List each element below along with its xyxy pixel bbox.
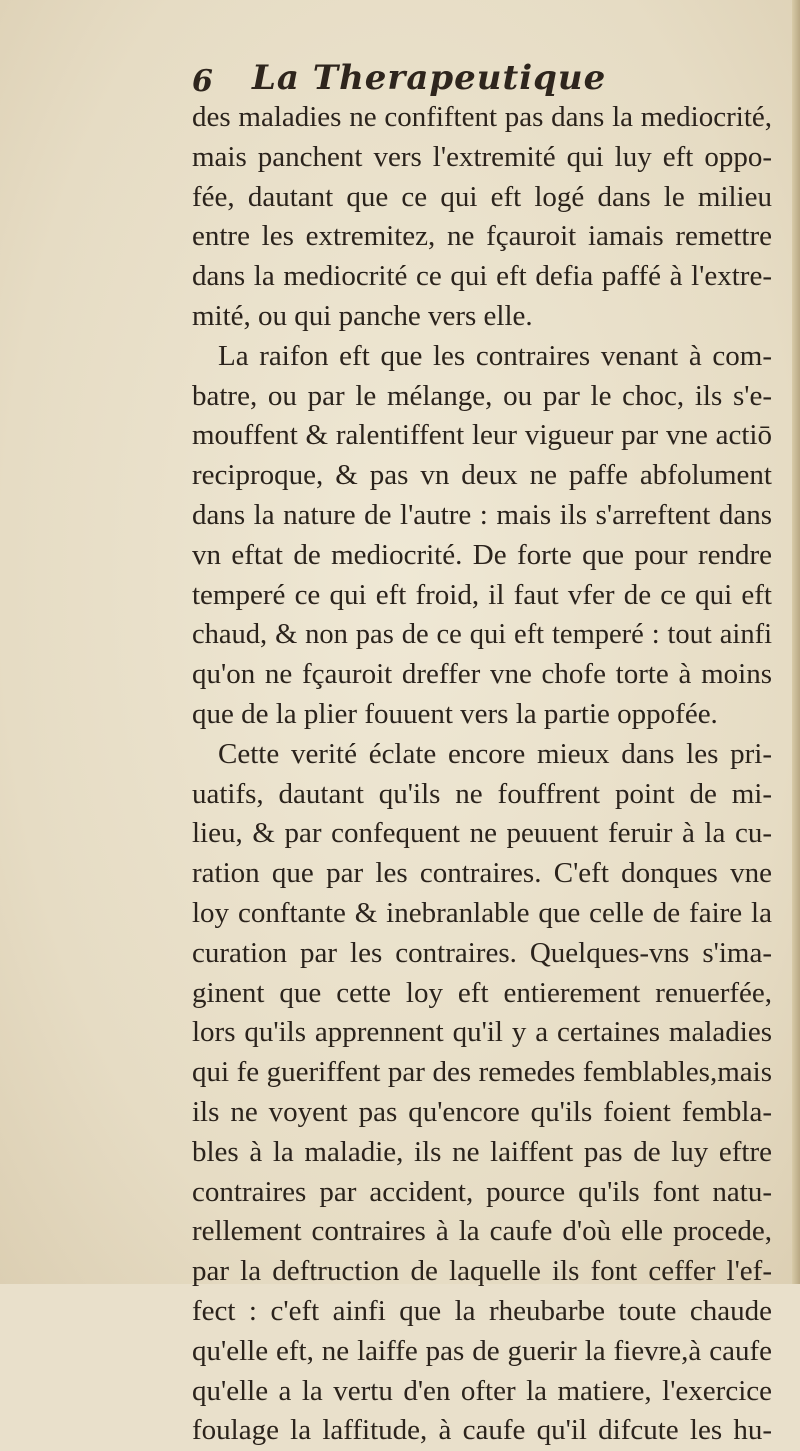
text-line: mouffent & ralentiffent leur vigueur par vne actiō	[192, 419, 772, 452]
text-line: rellement contraires à la caufe d'où elle procede,	[192, 1215, 772, 1248]
text-line: par la deftruction de laquelle ils font ceffer l'ef-	[192, 1255, 772, 1288]
text-line: reciproque, & pas vn deux ne paffe abfolument	[192, 459, 772, 492]
text-line: vn eftat de mediocrité. De forte que pour rendre	[192, 538, 772, 571]
text-line: uatifs, dautant qu'ils ne fouffrent point de mi-	[192, 777, 772, 810]
paragraph-first-line: La raifon eft que les contraires venant à com-	[218, 339, 772, 372]
text-line: des maladies ne confiftent pas dans la mediocrité,	[192, 101, 772, 133]
page-header	[192, 58, 662, 102]
text-line: ginent que cette loy eft entierement renuerfée,	[192, 976, 772, 1009]
text-line: foulage la laffitude, à caufe qu'il difcute les hu-	[192, 1414, 772, 1447]
text-line: fect : c'eft ainfi que la rheubarbe toute chaude	[192, 1294, 772, 1327]
text-line: qu'elle eft, ne laiffe pas de guerir la fievre,à caufe	[192, 1334, 772, 1367]
running-title: La Therapeutique	[252, 58, 607, 98]
text-line: dans la mediocrité ce qui eft defia paffé à l'extre-	[192, 260, 772, 293]
text-line: loy conftante & inebranlable que celle de faire la	[192, 896, 772, 929]
text-line: entre les extremitez, ne fçauroit iamais remettre	[192, 220, 772, 253]
text-line: bles à la maladie, ils ne laiffent pas de luy eftre	[192, 1135, 772, 1168]
text-line: lieu, & par confequent ne peuuent feruir à la cu-	[192, 817, 772, 850]
text-line: que de la plier fouuent vers la partie oppofée.	[192, 697, 718, 730]
text-line: ils ne voyent pas qu'encore qu'ils foient fembla-	[192, 1095, 772, 1128]
text-line: mais panchent vers l'extremité qui luy eft oppo-	[192, 140, 772, 173]
text-line: ration que par les contraires. C'eft donques vne	[192, 857, 772, 890]
paragraph-first-line: Cette verité éclate encore mieux dans les pri-	[218, 737, 772, 770]
body-text	[192, 98, 772, 1451]
page-number: 6	[192, 64, 213, 99]
text-line: qu'elle a la vertu d'en ofter la matiere, l'exercice	[192, 1374, 772, 1407]
text-line: contraires par accident, pource qu'ils font natu-	[192, 1175, 772, 1208]
text-line: fée, dautant que ce qui eft logé dans le milieu	[192, 180, 772, 213]
text-line: lors qu'ils apprennent qu'il y a certaines maladies	[192, 1016, 772, 1049]
text-line: batre, ou par le mélange, ou par le choc, ils s'e-	[192, 379, 772, 412]
page-edge	[792, 0, 800, 1284]
text-line: qu'on ne fçauroit dreffer vne chofe torte à moins	[192, 658, 772, 691]
text-line: dans la nature de l'autre : mais ils s'arreftent dans	[192, 498, 772, 531]
text-line: mité, ou qui panche vers elle.	[192, 299, 533, 332]
text-line: qui fe gueriffent par des remedes femblables,mais	[192, 1056, 772, 1089]
text-line: chaud, & non pas de ce qui eft temperé : tout ainfi	[192, 619, 772, 651]
text-line: temperé ce qui eft froid, il faut vfer de ce qui eft	[192, 578, 772, 611]
text-line: curation par les contraires. Quelques-vns s'ima-	[192, 936, 772, 969]
